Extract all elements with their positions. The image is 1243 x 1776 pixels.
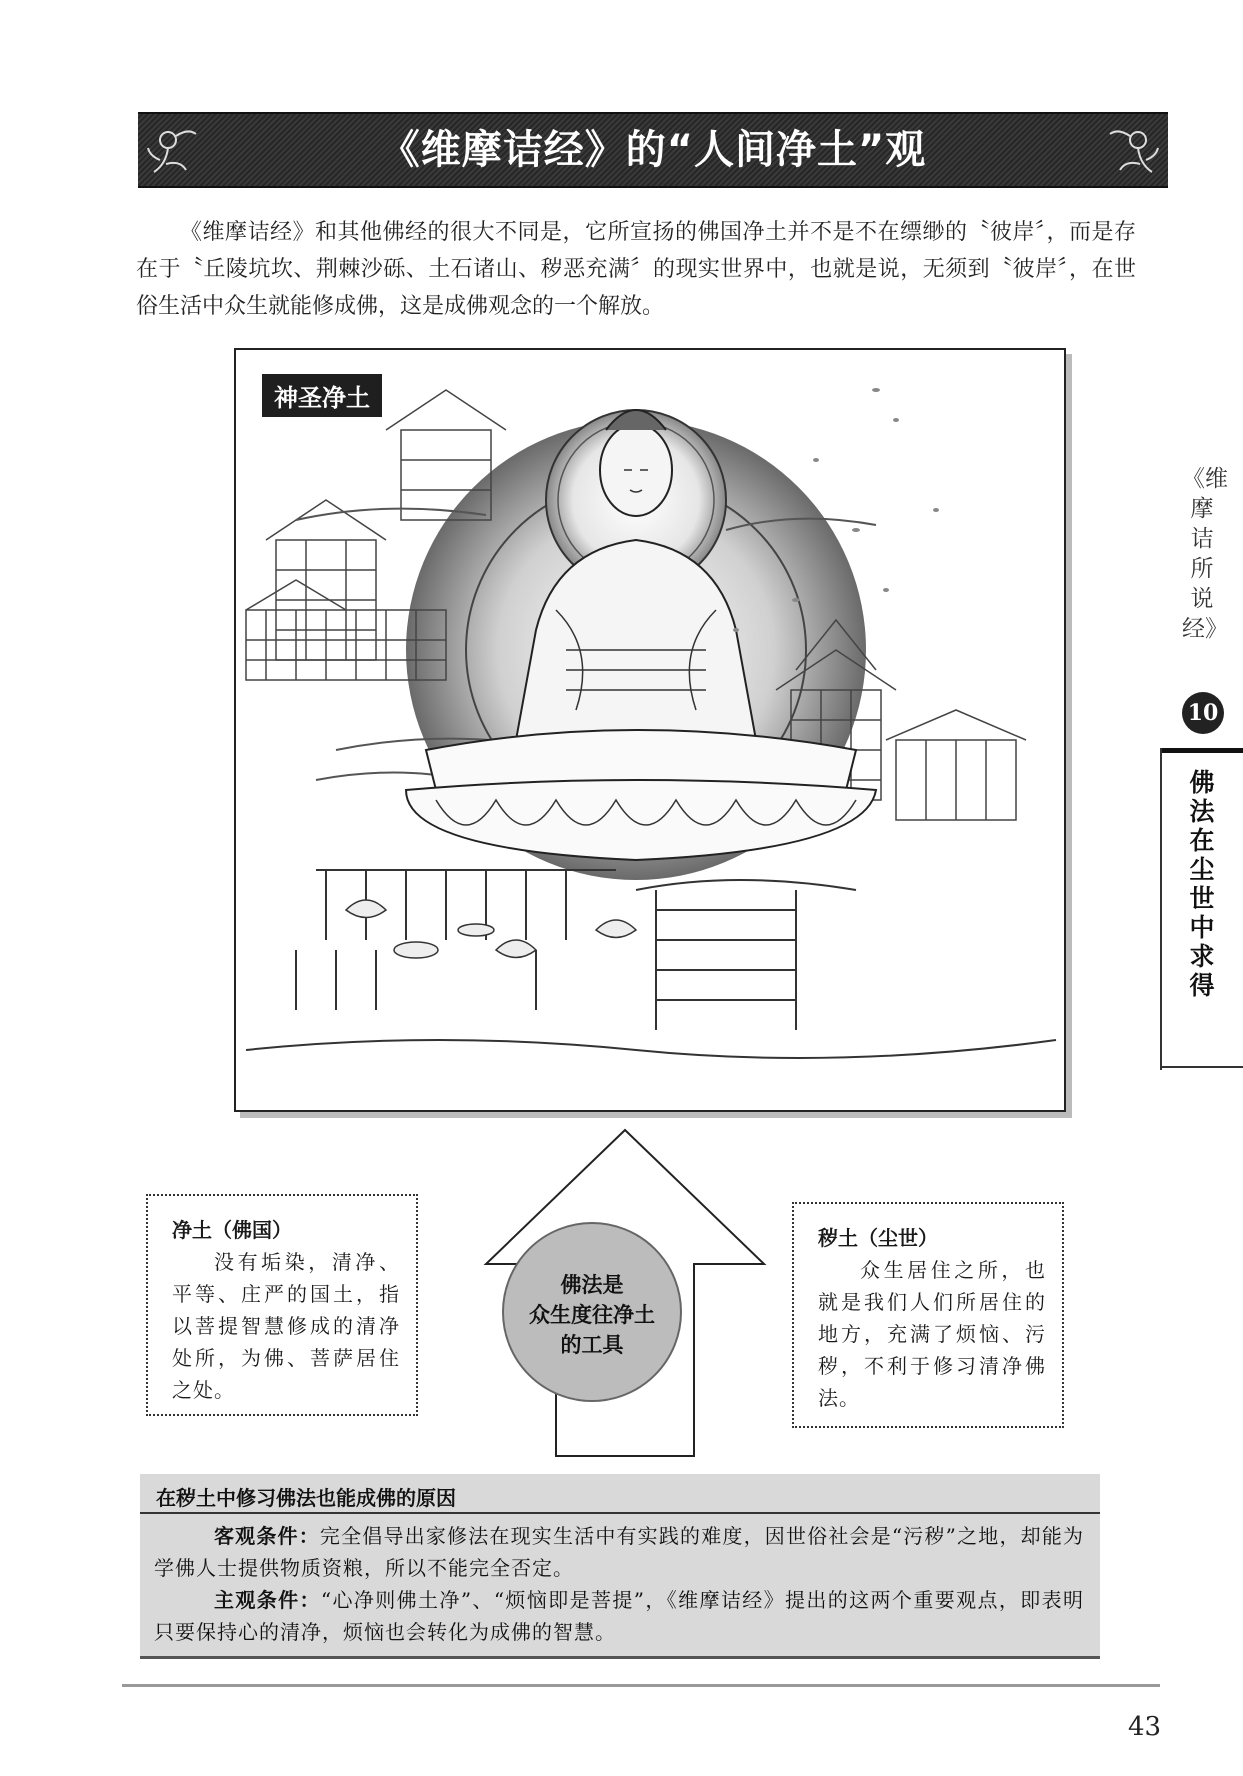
side-chapter-tab [1160, 440, 1243, 1070]
tool-text-line-3: 的工具 [560, 1332, 624, 1357]
side-section-title: 佛法在尘世中求得 [1189, 768, 1215, 1000]
reasons-body [154, 1520, 1084, 1648]
subjective-condition [154, 1584, 1084, 1648]
subjective-label: 主观条件： [214, 1588, 321, 1612]
tool-text-line-2: 众生度往净土 [529, 1302, 655, 1327]
side-book-title: 《维摩诘所说经》 [1182, 466, 1228, 642]
impure-land-box [792, 1202, 1064, 1428]
reasons-box [140, 1474, 1100, 1659]
chapter-number-badge: 10 [1182, 692, 1224, 734]
objective-condition [154, 1520, 1084, 1584]
bottom-rule [122, 1684, 1160, 1687]
dharma-tool-text [504, 1270, 680, 1360]
impure-land-description: 众生居住之所，也就是我们人们所居住的地方，充满了烦恼、污秽，不利于修习清净佛法。 [818, 1258, 1046, 1410]
reasons-title: 在秽土中修习佛法也能成佛的原因 [156, 1486, 456, 1510]
illustration-label: 神圣净土 [262, 374, 382, 417]
intro-paragraph: 《维摩诘经》和其他佛经的很大不同是，它所宣扬的佛国净土并不是不在缥缈的〝彼岸〞，而是存在于〝丘陵坑坎、荆棘沙砾、土石诸山、秽恶充满〞的现实世界中，也就是说，无须到〝彼岸〞，在世俗生活中众生就能修成佛，这是成佛观念的一个解放。 [136, 220, 1136, 319]
tool-text-line-1: 佛法是 [560, 1272, 624, 1297]
objective-label: 客观条件： [214, 1524, 320, 1548]
title-banner [138, 112, 1168, 188]
pure-land-description: 没有垢染，清净、平等、庄严的国土，指以菩提智慧修成的清净处所，为佛、菩萨居住之处。 [172, 1250, 400, 1402]
dharma-tool-circle [502, 1222, 682, 1402]
objective-text: 完全倡导出家修法在现实生活中有实践的难度，因世俗社会是“污秽”之地，却能为学佛人士提供物质资粮，所以不能完全否定。 [154, 1524, 1084, 1580]
page-number: 43 [1128, 1712, 1162, 1742]
buddha-scene-drawing [236, 350, 1064, 1110]
pure-land-box [146, 1194, 418, 1416]
buddha-illustration [234, 348, 1066, 1112]
side-bottom-border [1160, 1066, 1243, 1068]
side-divider [1160, 748, 1243, 753]
impure-land-title: 秽土（尘世） [818, 1226, 938, 1250]
side-left-border [1160, 748, 1162, 1070]
subjective-text: “心净则佛土净”、“烦恼即是菩提”，《维摩诘经》提出的这两个重要观点，即表明只要保持心的清净，烦恼也会转化为成佛的智慧。 [154, 1588, 1084, 1644]
page-title: 《维摩诘经》的“人间净土”观 [379, 127, 927, 173]
reasons-divider [140, 1512, 1100, 1514]
pure-land-title: 净土（佛国） [172, 1218, 292, 1242]
